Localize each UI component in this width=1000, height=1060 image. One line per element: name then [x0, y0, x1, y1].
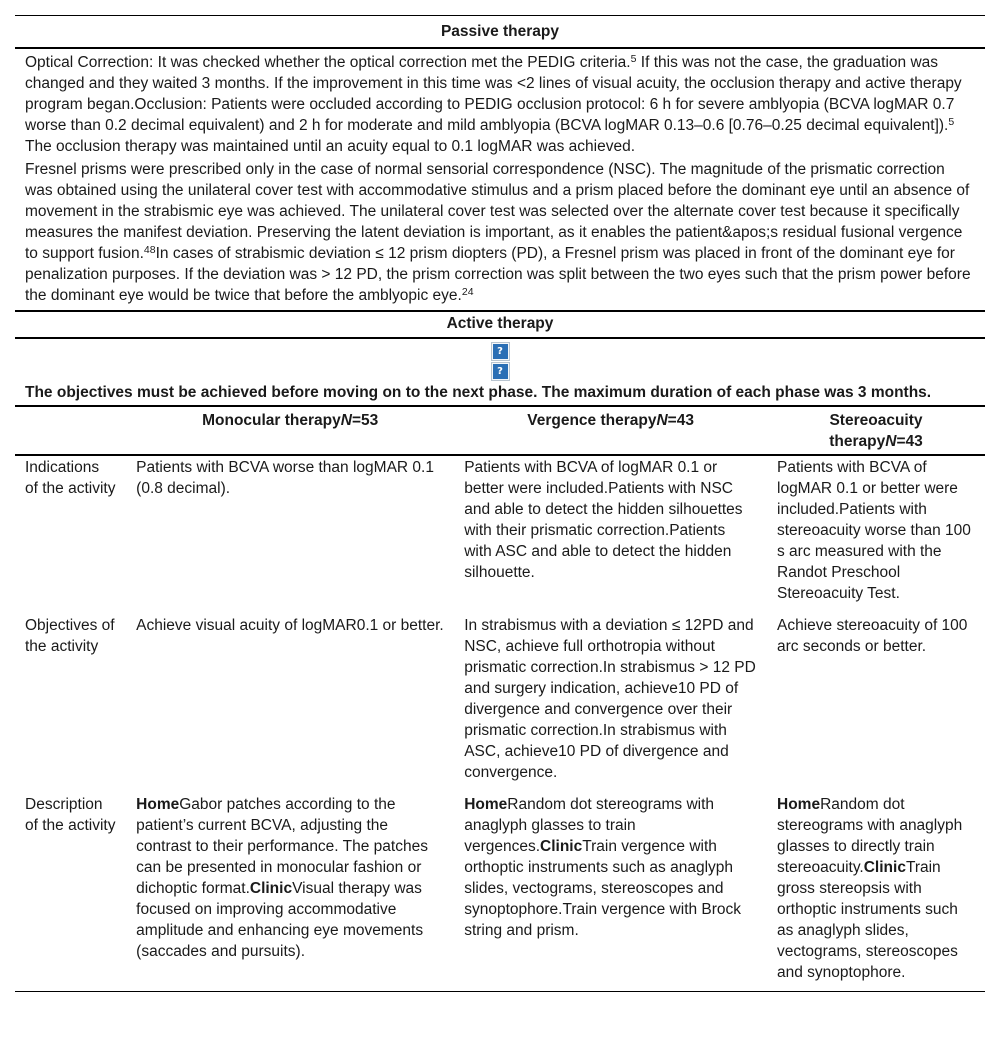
row-label-objectives: Objectives of the activity: [25, 617, 115, 655]
table-row: [15, 614, 985, 793]
row-label-description: Description of the activity: [15, 793, 126, 992]
cell-stereo-indications: Patients with BCVA of logMAR 0.1 or better were included.Patients with stereoacuity worse than 100 s arc measured with the Randot Preschool Stereoacuity Test.: [777, 459, 971, 602]
header-empty: [15, 406, 126, 455]
cell-monocular-description: HomeGabor patches according to the patient’s current BCVA, adjusting the contrast to their performance. The patches can be presented in monocular fashion or dichoptic format.ClinicVisual therapy was focused on improving accommodative amplitude and enhancing eye movements (saccades and pursuits).: [126, 793, 454, 992]
image-placeholders: [15, 339, 985, 382]
cell-vergence-description: HomeRandom dot stereograms with anaglyph glasses to train vergences.ClinicTrain vergence with orthoptic instruments such as anaglyph slides, vectograms, stereoscopes and synoptophore.Train vergence with Brock string and prism.: [454, 793, 767, 992]
cell-monocular-objectives: Achieve visual acuity of logMAR0.1 or better.: [136, 617, 444, 634]
citation-ref[interactable]: 5: [630, 53, 637, 65]
therapy-protocol-table: [15, 15, 985, 992]
citation-ref[interactable]: 24: [461, 286, 474, 298]
para1-text-b: If this was not the case, the graduation was changed and they waited 3 months. If the improvement in this time was <2 lines of visual acuity, the occlusion therapy and active therapy program began.Occlusion: Patients were occluded according to PEDIG occlusion protocol: 6 h for severe amblyopia (BCVA logMAR 0.7 worse than 0.2 decimal equivalent) and 2 h for moderate and mild amblyopia (BCVA logMAR 0.13–0.6 [0.76–0.25 decimal equivalent]).: [25, 54, 962, 134]
row-label-indications: Indications of the activity: [25, 459, 116, 497]
broken-image-icon[interactable]: ?: [491, 362, 510, 381]
optical-correction-paragraph: [25, 52, 975, 157]
cell-vergence-objectives: In strabismus with a deviation ≤ 12PD and NSC, achieve full orthotropia without prismatic correction.In strabismus > 12 PD and surgery indication, achieve10 PD of divergence and convergence over their prismatic correction.In strabismus with ASC, achieve10 PD of divergence and convergence.: [464, 617, 756, 781]
active-therapy-heading: Active therapy: [446, 315, 554, 332]
para2-text-a: Fresnel prisms were prescribed only in the case of normal sensorial correspondence (NSC). The magnitude of the prismatic correction was obtained using the unilateral cover test with accommodative stimulus and a prism placed before the dominant eye until an absence of movement in the strabismic eye was achieved. The unilateral cover test was selected over the alternate cover test because it specifically measures the manifest deviation. Preserving the latent deviation is important, as it enables the patient&apos;s residual fusional vergence to support fusion.: [25, 161, 970, 262]
cell-stereo-description: HomeRandom dot stereograms with anaglyph glasses to directly train stereoacuity.ClinicTrain gross stereopsis with orthoptic instruments such as anaglyph slides, vectograms, stereoscopes and synoptophore.: [767, 793, 985, 992]
passive-therapy-heading: Passive therapy: [440, 23, 560, 40]
active-therapy-table: [15, 405, 985, 992]
cell-vergence-indications: Patients with BCVA of logMAR 0.1 or better were included.Patients with NSC and able to detect the hidden silhouettes with their prismatic correction.Patients with ASC and able to detect the hidden silhouette.: [464, 459, 743, 581]
phase-duration-note: The objectives must be achieved before moving on to the next phase. The maximum duration of each phase was 3 months.: [25, 384, 932, 401]
table-row: [15, 455, 985, 614]
citation-ref[interactable]: 5: [948, 116, 955, 128]
table-header-row: [15, 406, 985, 455]
header-monocular: Monocular therapyN=53: [126, 406, 454, 455]
table-row: [15, 793, 985, 992]
cell-stereo-objectives: Achieve stereoacuity of 100 arc seconds or better.: [777, 617, 968, 655]
para2-text-b: In cases of strabismic deviation ≤ 12 prism diopters (PD), a Fresnel prism was placed in front of the dominant eye for penalization purposes. If the deviation was > 12 PD, the prism correction was split between the two eyes such that the prism power before the dominant eye would be twice that before the amblyopic eye.: [25, 245, 971, 304]
header-vergence: Vergence therapyN=43: [454, 406, 767, 455]
cell-monocular-indications: Patients with BCVA worse than logMAR 0.1 (0.8 decimal).: [136, 459, 434, 497]
citation-ref[interactable]: 48: [143, 244, 156, 256]
header-stereoacuity: Stereoacuity therapyN=43: [767, 406, 985, 455]
para1-text-c: The occlusion therapy was maintained until an acuity equal to 0.1 logMAR was achieved.: [25, 138, 636, 155]
broken-image-icon[interactable]: ?: [491, 342, 510, 361]
para1-text-a: Optical Correction: It was checked whether the optical correction met the PEDIG criteria.: [25, 54, 631, 71]
fresnel-prism-paragraph: [25, 159, 975, 306]
passive-therapy-body: [15, 49, 985, 310]
